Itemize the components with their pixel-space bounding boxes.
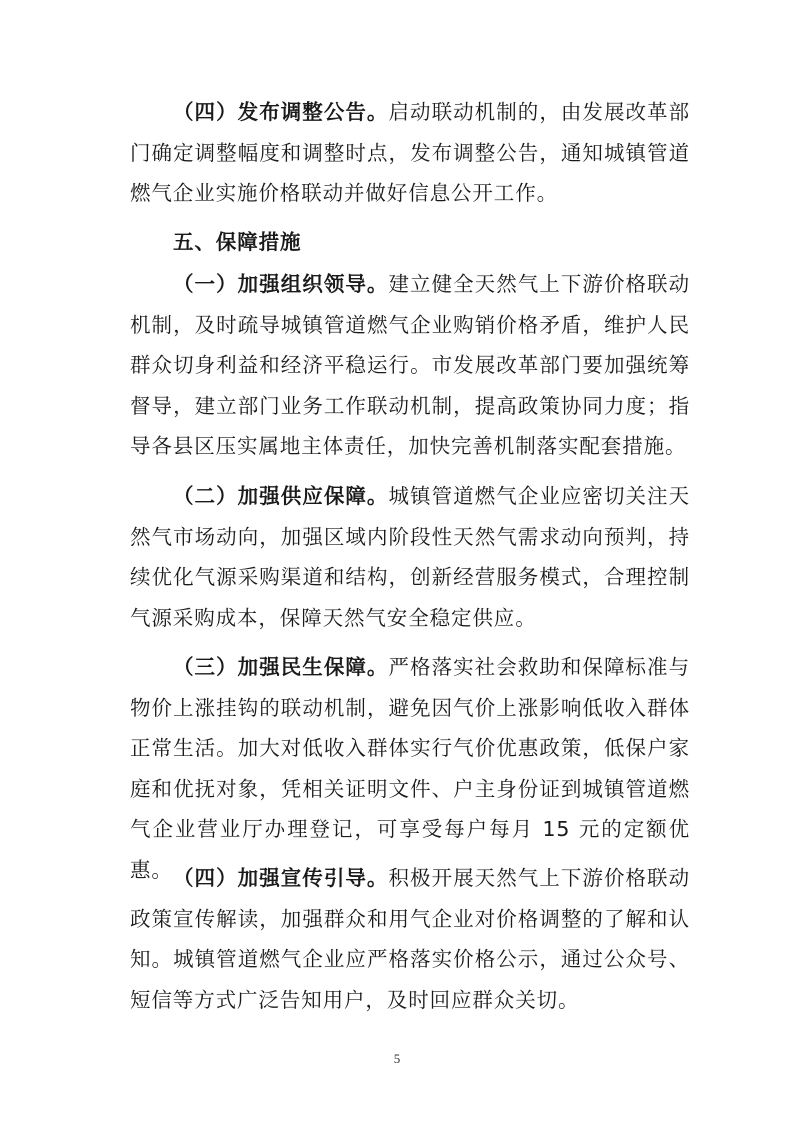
section-heading: 五、保障措施 xyxy=(173,230,302,254)
paragraph-publish-announcement xyxy=(130,92,690,214)
paragraph-lead: （四）加强宣传引导。 xyxy=(173,866,389,890)
paragraph-livelihood xyxy=(130,647,690,890)
paragraph-body: 城镇管道燃气企业应密切关注天然气市场动向，加强区域内阶段性天然气需求动向预判，持续优化气源采购渠道和结构，创新经营服务模式，合理控制气源采购成本，保障天然气安全稳定供应。 xyxy=(130,484,690,630)
paragraph-publicity xyxy=(130,858,690,1020)
paragraph-body: 严格落实社会救助和保障标准与物价上涨挂钩的联动机制，避免因气价上涨影响低收入群体正常生活。加大对低收入群体实行气价优惠政策，低保户家庭和优抚对象，凭相关证明文件、户主身份证到城镇管道燃气企业营业厅办理登记，可享受每户每月 15 元的定额优惠。 xyxy=(130,655,690,882)
paragraph-body: 启动联动机制的，由发展改革部门确定调整幅度和调整时点，发布调整公告，通知城镇管道燃气企业实施价格联动并做好信息公开工作。 xyxy=(130,100,690,205)
paragraph-lead: （一）加强组织领导。 xyxy=(173,272,389,296)
paragraph-lead: （三）加强民生保障。 xyxy=(173,655,389,679)
paragraph-body: 积极开展天然气上下游价格联动政策宣传解读，加强群众和用气企业对价格调整的了解和认知。城镇管道燃气企业应严格落实价格公示，通过公众号、短信等方式广泛告知用户，及时回应群众关切。 xyxy=(130,866,690,1012)
paragraph-lead: （二）加强供应保障。 xyxy=(173,484,389,508)
page-number: 5 xyxy=(393,1051,401,1066)
paragraph-supply xyxy=(130,476,690,638)
paragraph-organization xyxy=(130,264,690,467)
paragraph-body: 建立健全天然气上下游价格联动机制，及时疏导城镇管道燃气企业购销价格矛盾，维护人民群众切身利益和经济平稳运行。市发展改革部门要加强统筹督导，建立部门业务工作联动机制，提高政策协同力度；指导各县区压实属地主体责任，加快完善机制落实配套措施。 xyxy=(130,272,690,458)
paragraph-lead: （四）发布调整公告。 xyxy=(173,100,389,124)
